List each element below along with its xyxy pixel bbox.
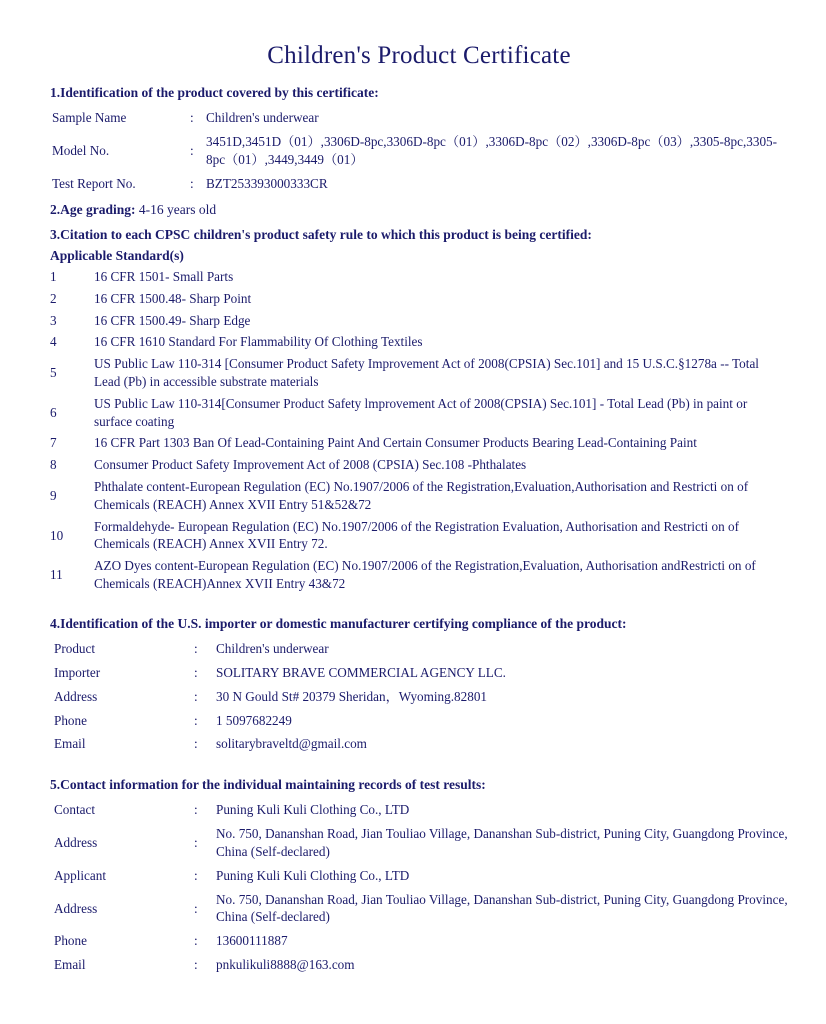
- table-row: [50, 685, 788, 709]
- applicant-label: Applicant: [54, 867, 107, 883]
- standard-number: 10: [50, 527, 64, 543]
- standard-text: 16 CFR Part 1303 Ban Of Lead-Containing Paint And Certain Consumer Products Bearing Lead-Containing Paint: [94, 435, 697, 451]
- table-row: [50, 172, 788, 196]
- standard-number: 2: [50, 290, 57, 306]
- standard-text: Phthalate content-European Regulation (EC) No.1907/2006 of the Registration,Evaluation,Authorisation and Restricti on of Chemicals (REACH) Annex XVII Entry 51&52&72: [94, 479, 749, 512]
- table-row: [50, 888, 788, 930]
- spacer: [50, 756, 788, 770]
- table-row: [50, 288, 788, 310]
- section-1-heading: 1.Identification of the product covered by this certificate:: [50, 85, 379, 100]
- table-row: [50, 331, 788, 353]
- table-row: [50, 661, 788, 685]
- product-identification-table: [50, 106, 788, 195]
- contact-table: [50, 798, 788, 977]
- age-grading-value: 4-16 years old: [138, 202, 217, 218]
- sample-name-value: Children's underwear: [206, 110, 319, 126]
- importer-email-label: Email: [54, 736, 86, 752]
- contact-email-label: Email: [54, 957, 86, 973]
- colon: :: [194, 712, 198, 728]
- test-report-no-label: Test Report No.: [52, 175, 136, 191]
- section-5-heading: 5.Contact information for the individual maintaining records of test results:: [50, 777, 486, 793]
- standard-text: Formaldehyde- European Regulation (EC) No.1907/2006 of the Registration Evaluation, Authorisation and Restricti on of Chemicals (REACH) Annex XVII Entry 72.: [94, 518, 739, 552]
- table-row: [50, 432, 788, 454]
- importer-value: SOLITARY BRAVE COMMERCIAL AGENCY LLC.: [216, 664, 506, 680]
- standard-text: Consumer Product Safety Improvement Act of 2008 (CPSIA) Sec.108 -Phthalates: [94, 457, 527, 473]
- contact-phone-value: 13600111887: [216, 933, 288, 949]
- section-3-heading: 3.Citation to each CPSC children's product safety rule to which this product is being certified:: [50, 226, 592, 242]
- table-row: [50, 864, 788, 888]
- standard-number: 6: [50, 404, 57, 420]
- table-row: [50, 798, 788, 822]
- importer-table: [50, 637, 788, 756]
- table-row: [50, 454, 788, 476]
- table-row: [50, 130, 788, 172]
- importer-address-label: Address: [54, 688, 98, 704]
- spacer: [50, 595, 788, 609]
- importer-address-value: 30 N Gould St# 20379 Sheridan，Wyoming.82801: [216, 688, 488, 704]
- importer-phone-label: Phone: [54, 712, 87, 728]
- age-grading-label: 2.Age grading:: [50, 202, 136, 218]
- standards-table: [50, 266, 788, 595]
- standard-number: 8: [50, 457, 57, 473]
- contact-address-value: No. 750, Dananshan Road, Jian Touliao Village, Dananshan Sub-district, Puning City, Guangdong Province, China (Self-declared): [216, 826, 788, 860]
- standard-text: 16 CFR 1500.48- Sharp Point: [94, 290, 252, 306]
- colon: :: [194, 641, 198, 657]
- colon: :: [194, 867, 198, 883]
- standard-number: 9: [50, 487, 57, 503]
- standard-text: AZO Dyes content-European Regulation (EC) No.1907/2006 of the Registration,Evaluation, Authorisation andRestricti on of Chemicals (REACH)Annex XVII Entry 43&72: [94, 558, 756, 592]
- colon: :: [194, 835, 198, 851]
- standard-number: 11: [50, 567, 63, 583]
- table-row: [50, 353, 788, 393]
- model-no-label: Model No.: [52, 142, 110, 158]
- table-row: [50, 637, 788, 661]
- contact-phone-label: Phone: [54, 933, 87, 949]
- colon: :: [190, 110, 194, 126]
- table-row: [50, 555, 788, 595]
- standard-number: 5: [50, 365, 57, 381]
- importer-label: Importer: [54, 664, 101, 680]
- table-row: [50, 953, 788, 977]
- colon: :: [194, 664, 198, 680]
- section-4-heading: 4.Identification of the U.S. importer or domestic manufacturer certifying compliance of the product:: [50, 615, 627, 631]
- table-row: [50, 476, 788, 516]
- standard-text: 16 CFR 1610 Standard For Flammability Of Clothing Textiles: [94, 334, 423, 350]
- table-row: [50, 822, 788, 864]
- standard-number: 1: [50, 268, 57, 284]
- table-row: [50, 732, 788, 756]
- product-label: Product: [54, 641, 96, 657]
- table-row: [50, 106, 788, 130]
- colon: :: [194, 900, 198, 916]
- contact-label: Contact: [54, 802, 96, 818]
- standard-text: US Public Law 110-314[Consumer Product Safety lmprovement Act of 2008(CPSIA) Sec.101] - Total Lead (Pb) in paint or surface coating: [94, 395, 748, 429]
- page-title: Children's Product Certificate: [267, 42, 571, 69]
- model-no-value: 3451D,3451D（01）,3306D-8pc,3306D-8pc（01）,3306D-8pc（02）,3306D-8pc（03）,3305-8pc,3305-8pc（01）,3449,3449（01）: [206, 134, 778, 167]
- table-row: [50, 266, 788, 288]
- contact-address-label: Address: [54, 835, 98, 851]
- standard-number: 3: [50, 312, 57, 328]
- colon: :: [194, 802, 198, 818]
- sample-name-label: Sample Name: [52, 110, 127, 126]
- standard-text: 16 CFR 1500.49- Sharp Edge: [94, 312, 251, 328]
- colon: :: [194, 688, 198, 704]
- colon: :: [194, 933, 198, 949]
- contact-email-value: pnkulikuli8888@163.com: [216, 957, 355, 973]
- colon: :: [194, 736, 198, 752]
- table-row: [50, 516, 788, 556]
- table-row: [50, 929, 788, 953]
- section-2-heading: [50, 201, 788, 219]
- standard-text: 16 CFR 1501- Small Parts: [94, 268, 234, 284]
- test-report-no-value: BZT253393000333CR: [206, 175, 328, 191]
- applicant-value: Puning Kuli Kuli Clothing Co., LTD: [216, 867, 410, 883]
- applicant-address-label: Address: [54, 900, 98, 916]
- table-row: [50, 310, 788, 332]
- colon: :: [190, 175, 194, 191]
- colon: :: [190, 142, 194, 158]
- table-row: [50, 709, 788, 733]
- colon: :: [194, 957, 198, 973]
- importer-email-value: solitarybraveltd@gmail.com: [216, 736, 367, 752]
- standard-number: 7: [50, 435, 57, 451]
- product-value: Children's underwear: [216, 641, 329, 657]
- table-row: [50, 393, 788, 433]
- standard-number: 4: [50, 334, 57, 350]
- standard-text: US Public Law 110-314 [Consumer Product Safety Improvement Act of 2008(CPSIA) Sec.101] and 15 U.S.C.§1278a -- Total Lead (Pb) in accessible substrate materials: [94, 356, 759, 389]
- applicable-standards-subheading: Applicable Standard(s): [50, 247, 184, 263]
- applicant-address-value: No. 750, Dananshan Road, Jian Touliao Village, Dananshan Sub-district, Puning City, Guangdong Province, China (Self-declared): [216, 891, 788, 925]
- importer-phone-value: 1 5097682249: [216, 712, 292, 728]
- contact-value: Puning Kuli Kuli Clothing Co., LTD: [216, 802, 410, 818]
